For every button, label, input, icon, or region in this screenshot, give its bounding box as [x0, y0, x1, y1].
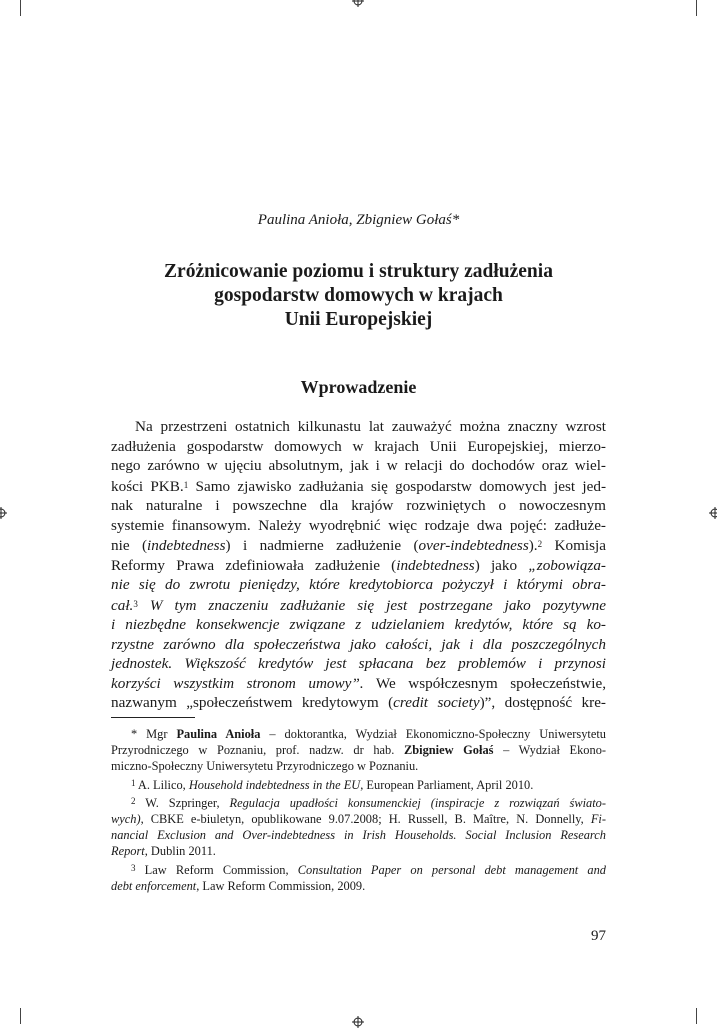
registration-mark-left-icon	[0, 507, 7, 519]
body-line: nie (indebtedness) i nadmierne zadłużenie (over-indebtedness).$^2$ Komisja	[111, 537, 606, 554]
footnote-2-line: wych), CBKE e-biuletyn, opublikowane 9.07.2008; H. Russell, B. Maître, N. Donnelly, Fi-	[111, 812, 606, 827]
footnote-2: $^2$ W. Szpringer, Regulacja upadłości konsumenckiej (inspiracje z rozwiązań świato-	[131, 795, 606, 810]
footnote-author-line: * Mgr Paulina Anioła – doktorantka, Wydział Ekonomiczno-Społeczny Uniwersytetu	[131, 727, 607, 741]
title-line-2: gospodarstw domowych w krajach	[214, 285, 503, 306]
footnote-author-line: Przyrodniczego w Poznaniu, prof. nadzw. dr hab. Zbigniew Gołaś – Wydział Ekono-	[111, 743, 607, 758]
footnote-3-line: debt enforcement, Law Reform Commission, 2009.	[111, 878, 366, 893]
footnote-3: $^3$ Law Reform Commission, Consultation Paper on personal debt management and	[131, 862, 606, 877]
article-title	[100, 260, 617, 332]
footnote-ref[interactable]: 3	[133, 598, 138, 609]
crop-mark-bottom-left	[20, 1008, 21, 1024]
title-line-1: Zróżnicowanie poziomu i struktury zadłużenia	[164, 261, 553, 282]
body-line: zadłużenia gospodarstw domowych w krajach Unii Europejskiej, mierzo-	[111, 437, 606, 455]
title-line-3: Unii Europejskiej	[284, 309, 433, 330]
footnote-separator	[111, 717, 195, 718]
registration-mark-bottom-icon	[352, 1016, 364, 1028]
registration-mark-top-icon	[352, 0, 364, 7]
footnote-2-line: nancial Exclusion and Over-indebtedness in Irish Households. Social Inclusion Research	[111, 828, 606, 843]
footnotes	[111, 726, 606, 894]
body-line: korzyści wszystkim stronom umowy”. We współczesnym społeczeństwie,	[111, 674, 606, 692]
body-line: cał.$^3$ W tym znaczeniu zadłużanie się jest postrzegane jako pozytywne	[111, 596, 606, 614]
body-line: jednostek. Większość kredytów jest spłacana bez problemów i przynosi	[111, 655, 606, 672]
body-line: rzystne zarówno dla społeczeństwa jako całości, jak i dla poszczególnych	[111, 635, 606, 653]
footnote-ref[interactable]: 1	[183, 479, 189, 490]
footnote-ref[interactable]: 2	[537, 539, 543, 549]
body-line: i niezbędne konsekwencje związane z udzielaniem kredytów, które są ko-	[111, 616, 606, 633]
body-line: Reformy Prawa zdefiniowała zadłużenie (indebtedness) jako „zobowiąza-	[111, 556, 606, 574]
section-heading: Wprowadzenie	[300, 377, 417, 397]
body-line: Na przestrzeni ostatnich kilkunastu lat zauważyć można znaczny wzrost	[135, 418, 606, 435]
authors-line: Paulina Anioła, Zbigniew Gołaś*	[257, 212, 460, 228]
body-line: nazwanym „społeczeństwem kredytowym (credit society)”, dostępność kre-	[111, 694, 606, 711]
registration-mark-right-icon	[709, 507, 717, 519]
crop-mark-top-right	[696, 0, 697, 16]
crop-mark-top-left	[20, 0, 21, 16]
body-line: systemie finansowym. Należy wyodrębnić więc rodzaje dwa pojęć: zadłuże-	[111, 516, 606, 534]
body-line: nego zarówno w ujęciu absolutnym, jak i w relacji do dochodów oraz wiel-	[111, 457, 606, 474]
crop-mark-bottom-right	[696, 1008, 697, 1024]
page-number: 97	[591, 928, 606, 944]
footnote-2-line: Report, Dublin 2011.	[111, 844, 216, 859]
body-line: nie się do zwrotu pieniędzy, które kredytobiorca pożyczył i którymi obra-	[111, 576, 606, 593]
body-line: nak naturalne i powszechne dla krajów rozwiniętych o nowoczesnym	[111, 497, 606, 514]
footnote-author-line: miczno-Społeczny Uniwersytetu Przyrodniczego w Poznaniu.	[111, 759, 419, 774]
footnote-1: $^1$ A. Lilico, Household indebtedness in the EU, European Parliament, April 2010.	[131, 777, 534, 792]
body-paragraph	[111, 417, 606, 713]
body-line: kości PKB.$^1$ Samo zjawisko zadłużania się gospodarstw domowych jest jed-	[111, 477, 607, 495]
